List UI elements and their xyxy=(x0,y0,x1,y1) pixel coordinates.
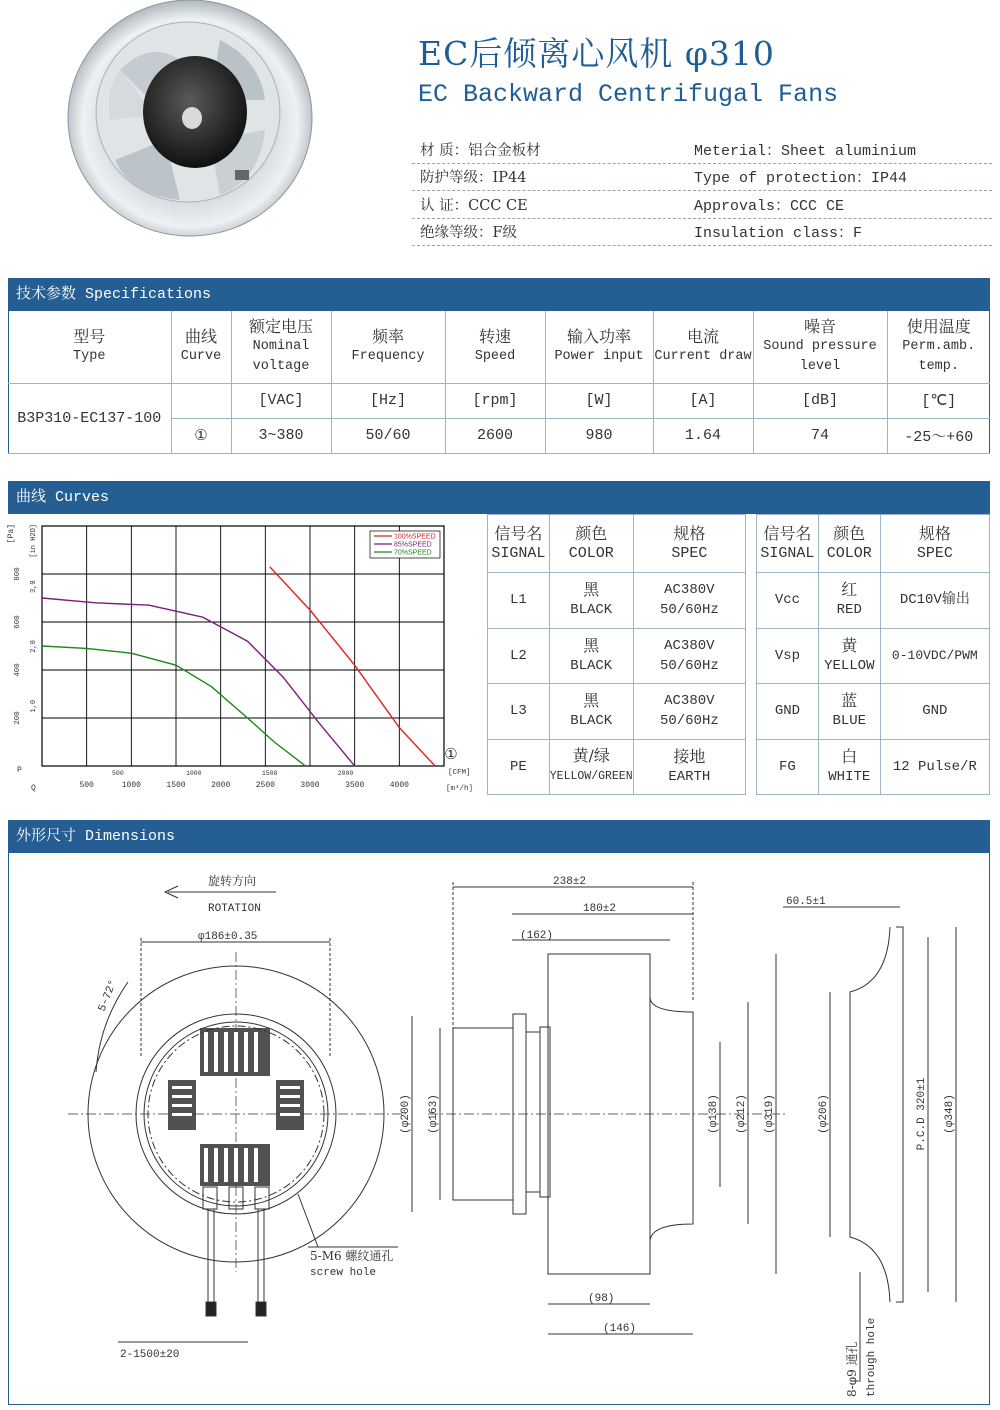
spec-header-cell: 转速 Speed xyxy=(445,311,545,383)
x-tick-label: 2500 xyxy=(255,781,275,790)
curve-marker: ① xyxy=(444,745,458,763)
color-cell: 黑 BLACK xyxy=(549,628,633,684)
signal-cell: FG xyxy=(757,739,819,795)
property-en: Insulation class：F xyxy=(694,225,863,243)
spec-cell: 接地 EARTH xyxy=(633,739,745,795)
property-row xyxy=(412,191,992,219)
x-unit-label-2: [CFM] xyxy=(448,769,471,777)
spec-value-cell: 1.64 xyxy=(653,418,753,453)
angle-label: 5-72° xyxy=(96,978,121,1014)
through-hole-label-cn: 8-φ9 通孔 xyxy=(845,1341,859,1397)
dim-238-label: 238±2 xyxy=(553,876,587,888)
legend-label: 100%SPEED xyxy=(394,533,436,541)
dim-60-label: 60.5±1 xyxy=(786,896,826,908)
signal-header-cell: 颜色 COLOR xyxy=(818,515,880,573)
plot-frame xyxy=(42,526,444,766)
spec-unit-cell: [Hz] xyxy=(331,383,445,418)
x-tick-label-cfm: 2000 xyxy=(337,770,354,777)
dim-319-label: (φ319) xyxy=(764,1094,776,1134)
signal-header-cell: 信号名 SIGNAL xyxy=(488,515,550,573)
spec-cell: AC380V 50/60Hz xyxy=(633,573,745,629)
signal-cell: Vsp xyxy=(757,628,819,684)
color-cell: 黄/绿 YELLOW/GREEN xyxy=(549,739,633,795)
property-cn: 防护等级：IP44 xyxy=(420,170,527,187)
screw-hole-label-en: screw hole xyxy=(310,1267,377,1279)
fan-product-image xyxy=(60,0,310,245)
property-cn: 绝缘等级：F级 xyxy=(420,225,518,242)
chart-series xyxy=(42,567,435,766)
spec-unit-cell: [VAC] xyxy=(231,383,331,418)
curves-header: 曲线 Curves xyxy=(8,481,990,514)
x-tick-label: 3500 xyxy=(345,781,365,790)
spec-value-cell: 50/60 xyxy=(331,418,445,453)
signal-header-row xyxy=(757,515,990,573)
property-cn: 材 质：铝合金板材 xyxy=(420,142,541,159)
y-axis-letter: P xyxy=(17,766,22,775)
property-en: Type of protection：IP44 xyxy=(694,170,908,188)
spec-unit-cell: [rpm] xyxy=(445,383,545,418)
through-hole-label-en: through hole xyxy=(866,1317,878,1397)
signal-row xyxy=(757,573,990,629)
y-unit-label-2: [in H2O] xyxy=(30,524,38,558)
color-cell: 黑 BLACK xyxy=(549,684,633,740)
spec-cell: DC10V输出 xyxy=(880,573,989,629)
pcd-label: P.C.D 320±1 xyxy=(916,1077,928,1151)
dim-138-label: (φ138) xyxy=(708,1094,720,1134)
signal-row xyxy=(488,684,746,740)
spec-cell: AC380V 50/60Hz xyxy=(633,684,745,740)
side-view xyxy=(400,876,788,1335)
signal-row xyxy=(488,628,746,684)
property-row xyxy=(412,164,992,192)
color-cell: 白 WHITE xyxy=(818,739,880,795)
spec-header-row xyxy=(8,311,990,383)
cable-length-label: 2-1500±20 xyxy=(120,1349,180,1361)
curve-series xyxy=(42,598,355,766)
property-list xyxy=(412,136,992,246)
dim-186-label: φ186±0.35 xyxy=(198,931,258,943)
spec-header-cell: 曲线 Curve xyxy=(171,311,231,383)
spec-unit-cell: [dB] xyxy=(753,383,887,418)
y-tick-label-inh2o: 3,0 xyxy=(30,580,38,594)
spec-cell: 12 Pulse/R xyxy=(880,739,989,795)
spec-value-cell: -25～+60 xyxy=(887,418,990,453)
y-tick-label: 200 xyxy=(14,711,22,725)
x-tick-label-cfm: 1500 xyxy=(261,770,278,777)
signal-cell: L2 xyxy=(488,628,550,684)
spec-cell: GND xyxy=(880,684,989,740)
spec-value-cell: 74 xyxy=(753,418,887,453)
x-axis-letter: Q xyxy=(31,784,36,793)
dimension-drawing xyxy=(8,852,990,1404)
dim-200-label: (φ200) xyxy=(400,1094,412,1134)
signal-header-cell: 规格 SPEC xyxy=(633,515,745,573)
spec-header-cell: 噪音 Sound pressure level xyxy=(753,311,887,383)
x-tick-label: 4000 xyxy=(389,781,409,790)
dim-146-label: (146) xyxy=(603,1323,637,1335)
screw-hole-label-cn: 5-M6 螺纹通孔 xyxy=(310,1249,394,1263)
x-tick-label: 3000 xyxy=(300,781,320,790)
signal-header-cell: 信号名 SIGNAL xyxy=(757,515,819,573)
front-view xyxy=(68,873,406,1361)
spec-value-cell: 2600 xyxy=(445,418,545,453)
y-tick-label: 600 xyxy=(14,615,22,629)
chart-legend xyxy=(370,531,440,558)
x-tick-label-cfm: 500 xyxy=(112,770,124,777)
signal-header-row xyxy=(488,515,746,573)
color-cell: 黄 YELLOW xyxy=(818,628,880,684)
rotation-label-en: ROTATION xyxy=(208,903,261,915)
signal-row xyxy=(757,684,990,740)
x-tick-label: 1500 xyxy=(166,781,186,790)
page-title-en: EC Backward Centrifugal Fans xyxy=(418,80,839,109)
legend-label: 85%SPEED xyxy=(394,541,432,549)
property-cn: 认 证：CCC CE xyxy=(420,197,528,214)
x-tick-label: 500 xyxy=(79,781,94,790)
signal-table-right xyxy=(756,514,990,795)
dim-348-label: (φ348) xyxy=(944,1094,956,1134)
signal-row xyxy=(488,739,746,795)
spec-cell: 0-10VDC/PWM xyxy=(880,628,989,684)
color-cell: 红 RED xyxy=(818,573,880,629)
x-tick-label: 2000 xyxy=(211,781,231,790)
signal-cell: L3 xyxy=(488,684,550,740)
spec-unit-cell: [℃] xyxy=(887,383,990,418)
signal-row xyxy=(488,573,746,629)
x-tick-label-cfm: 1000 xyxy=(185,770,202,777)
curve-series xyxy=(270,567,435,766)
specifications-table xyxy=(8,311,990,454)
spec-header-cell: 电流 Current draw xyxy=(653,311,753,383)
page-title-cn: EC后倾离心风机 φ310 xyxy=(418,34,775,73)
y-tick-label: 400 xyxy=(14,663,22,677)
spec-header-cell: 额定电压 Nominal voltage xyxy=(231,311,331,383)
spec-type-cell: B3P310-EC137-100 xyxy=(8,383,171,453)
y-tick-label: 800 xyxy=(14,567,22,581)
legend-label: 70%SPEED xyxy=(394,549,432,557)
spec-cell: AC380V 50/60Hz xyxy=(633,628,745,684)
property-en: Meterial：Sheet aluminium xyxy=(694,142,917,160)
spec-unit-row xyxy=(8,383,990,418)
signal-header-cell: 规格 SPEC xyxy=(880,515,989,573)
property-row xyxy=(412,136,992,164)
spec-header-cell: 型号 Type xyxy=(8,311,171,383)
signal-cell: Vcc xyxy=(757,573,819,629)
spec-unit-cell: [W] xyxy=(545,383,653,418)
signal-row xyxy=(757,628,990,684)
spec-header-cell: 使用温度 Perm.amb. temp. xyxy=(887,311,990,383)
inlet-ring-view xyxy=(783,896,956,1397)
x-tick-label: 1000 xyxy=(121,781,141,790)
rotation-label-cn: 旋转方向 xyxy=(208,874,257,888)
signal-cell: L1 xyxy=(488,573,550,629)
spec-header-cell: 输入功率 Power input xyxy=(545,311,653,383)
dim-162-label: (162) xyxy=(520,930,554,942)
signal-header-cell: 颜色 COLOR xyxy=(549,515,633,573)
color-cell: 蓝 BLUE xyxy=(818,684,880,740)
spec-header-cell: 频率 Frequency xyxy=(331,311,445,383)
spec-unit-cell: [A] xyxy=(653,383,753,418)
property-en: Approvals：CCC CE xyxy=(694,197,845,215)
dim-98-label: (98) xyxy=(588,1293,615,1305)
dim-212-label: (φ212) xyxy=(736,1094,748,1134)
curve-series xyxy=(42,646,306,766)
specifications-header: 技术参数 Specifications xyxy=(8,278,990,311)
chart-grid xyxy=(42,526,444,766)
dim-163-label: (φ163) xyxy=(428,1094,440,1134)
y-tick-label-inh2o: 1,0 xyxy=(30,699,38,713)
spec-curve-cell: ① xyxy=(171,418,231,453)
dimensions-header: 外形尺寸 Dimensions xyxy=(8,820,990,853)
dim-206-label: (φ206) xyxy=(818,1094,830,1134)
color-cell: 黑 BLACK xyxy=(549,573,633,629)
y-tick-label-inh2o: 2,0 xyxy=(30,640,38,653)
performance-curve-chart xyxy=(8,514,482,794)
signal-cell: PE xyxy=(488,739,550,795)
signal-cell: GND xyxy=(757,684,819,740)
spec-value-cell: 3~380 xyxy=(231,418,331,453)
x-unit-label: [m³/h] xyxy=(446,785,474,793)
signal-row xyxy=(757,739,990,795)
signal-table-left xyxy=(487,514,746,795)
dim-180-label: 180±2 xyxy=(583,903,617,915)
y-unit-label: [Pa] xyxy=(7,524,16,544)
spec-unit-cell xyxy=(171,383,231,418)
property-row xyxy=(412,219,992,247)
spec-value-cell: 980 xyxy=(545,418,653,453)
